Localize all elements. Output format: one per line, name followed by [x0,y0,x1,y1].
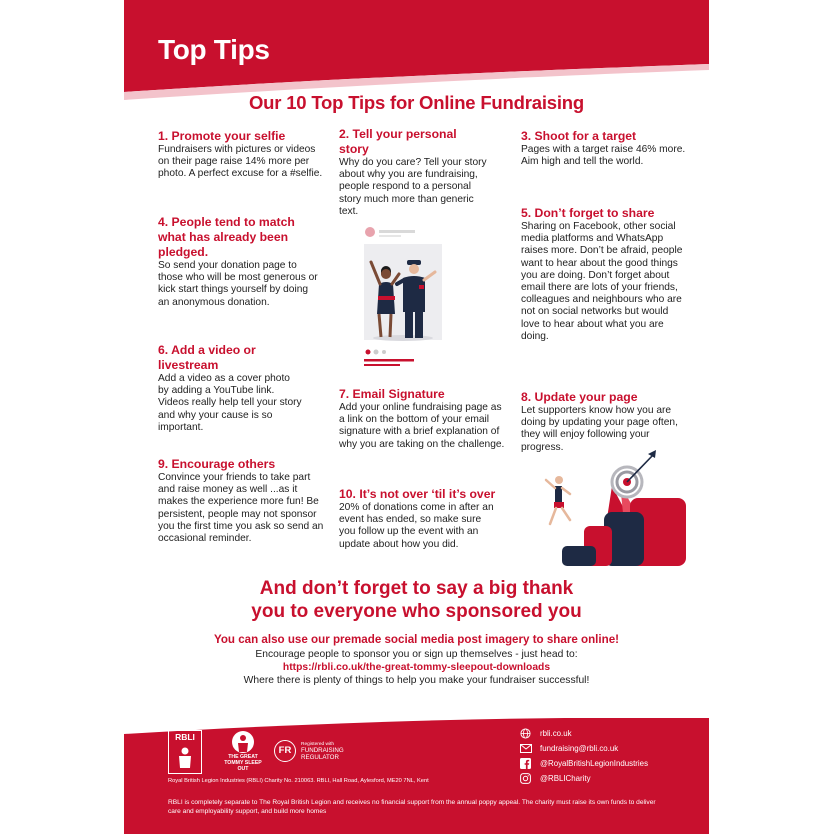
tip-body: Fundraisers with pictures or videos on their page raise 14% more per photo. A perfect excuse for a #selfie. [158,144,323,180]
tommy-silhouette-icon [230,730,256,754]
tip-6 [158,343,303,434]
rbli-logo-text: RBLI [175,732,195,742]
mail-icon [520,744,535,753]
facebook-icon [520,758,535,769]
contact-text: rbli.co.uk [540,729,572,738]
tip-10 [339,487,499,551]
contact-website[interactable] [520,726,648,741]
tip-body: Add a video as a cover photo by adding a YouTube link. Videos really help tell your story and why your cause is so important. [158,373,302,433]
tip-title: 10. It’s not over ‘til it’s over [339,487,496,501]
page-title: Top Tips [158,34,270,65]
target-podium-illustration [534,446,694,570]
charity-details: Royal British Legion Industries (RBLI) Charity No. 210063. RBLI, Hall Road, Aylesford, ME20 7NL, Kent [168,778,429,784]
tip-body: Add your online fundraising page as a link on the bottom of your email signature with a brief explanation of why you are taking on the challenge. [339,402,505,450]
tip-title: 8. Update your page [521,390,638,404]
tip-7 [339,387,507,451]
info-line-1: Encourage people to sponsor you or sign up themselves - just head to: [255,649,578,660]
contact-text: fundraising@rbli.co.uk [540,744,619,753]
contact-email[interactable] [520,741,648,756]
header-banner [124,0,709,100]
fr-registered-text: Registered with [301,742,335,747]
subheading: Our 10 Top Tips for Online Fundraising [248,92,584,113]
downloads-link[interactable]: https://rbli.co.uk/the-great-tommy-sleepout-downloads [282,662,551,673]
disclaimer: RBLI is completely separate to The Royal British Legion and receives no financial support from the annual poppy appeal. The charity must raise its own funds to deliver care and employability support, and build more homes [168,799,656,815]
rbli-logo [168,730,202,774]
tip-9 [158,457,326,545]
tip-title: 6. Add a video or livestream [158,343,256,372]
tip-title: 3. Shoot for a target [521,129,637,143]
contact-list [520,726,648,786]
closing-line-2: you to everyone who sponsored you [251,601,582,622]
tip-title: 9. Encourage others [158,457,276,471]
contact-instagram[interactable] [520,771,648,786]
tip-1 [158,129,326,181]
globe-icon [520,728,535,739]
tip-body: Why do you care? Tell your story about why you are fundraising, people respond to a personal story much more than generic text. [339,157,487,217]
instagram-icon [520,773,535,784]
tip-body: 20% of donations come in after an event has ended, so make sure you follow up the event with an update about how you did. [339,502,494,550]
footer [124,718,709,834]
tip-title: 2. Tell your personal story [339,127,457,156]
poster-page [124,0,709,834]
fr-name-text: FUNDRAISING REGULATOR [301,747,344,761]
tip-4 [158,215,318,309]
tip-2 [339,127,489,218]
tip-8 [521,390,681,454]
fr-mark: FR [274,740,296,762]
tip-title: 5. Don’t forget to share [521,206,655,220]
contact-text: @RoyalBritishLegionIndustries [540,759,649,768]
tommy-logo-text: THE GREAT TOMMY SLEEP OUT [224,754,262,772]
tip-5 [521,206,689,343]
soldier-silhouette-icon [174,746,196,770]
great-tommy-sleep-out-logo [224,730,262,774]
tip-title: 4. People tend to match what has already been pledged. [158,215,295,259]
downloads-info [124,648,709,687]
social-post-illustration [359,222,449,372]
tip-title: 7. Email Signature [339,387,445,401]
tip-body: Sharing on Facebook, other social media platforms and WhatsApp raises more. Don’t be afraid, people want to hear about the good things you are doing. Don’t forget about email there are lots of your friends, colleagues and neighbours who are not on social networks but would love to hear about what you are doing. [521,221,683,342]
fundraising-regulator-logo [274,740,359,764]
tip-title: 1. Promote your selfie [158,129,286,143]
premade-imagery-note: You can also use our premade social media post imagery to share online! [213,633,620,646]
contact-text: @RBLICharity [540,774,591,783]
closing-message [124,577,709,623]
info-line-2: Where there is plenty of things to help you make your fundraiser successful! [243,675,590,686]
closing-line-1: And don’t forget to say a big thank [259,578,574,599]
tip-3 [521,129,689,168]
tip-body: Convince your friends to take part and raise money as well ...as it makes the experience more fun! Be persistent, people may not sponsor you the first time you ask so send an occasional reminder. [158,472,324,545]
tip-body: Let supporters know how you are doing by updating your page often, they will enjoy following your progress. [521,405,678,453]
tip-body: So send your donation page to those who will be most generous or kick start things yourself by doing an anonymous donation. [158,260,318,308]
tip-body: Pages with a target raise 46% more. Aim high and tell the world. [521,144,686,168]
contact-facebook[interactable] [520,756,648,771]
